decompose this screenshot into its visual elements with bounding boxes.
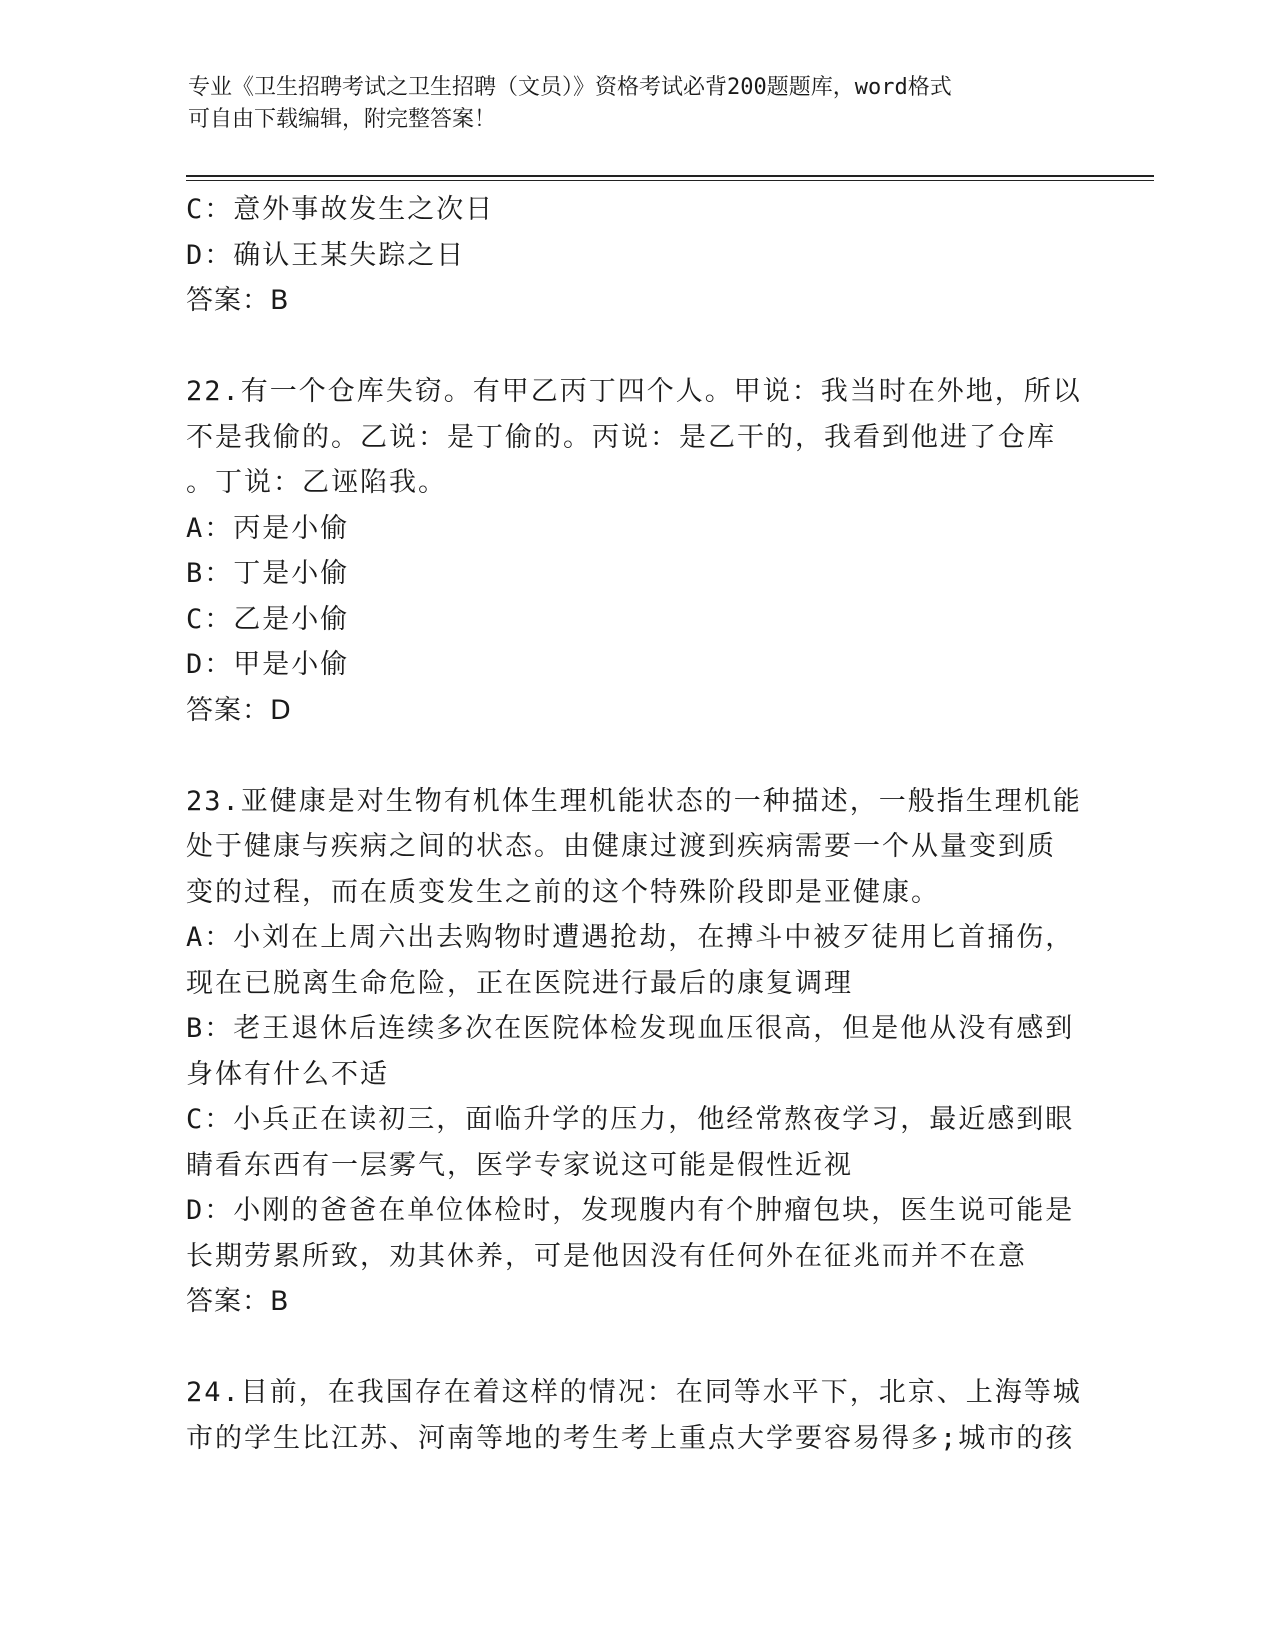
option-c: C：小兵正在读初三，面临升学的压力，他经常熬夜学习，最近感到眼 [186,1104,1075,1135]
option-d: D：小刚的爸爸在单位体检时，发现腹内有个肿瘤包块，医生说可能是 [186,1195,1075,1226]
answer-line: 答案：D [186,694,292,726]
question-stem-line: 市的学生比江苏、河南等地的考生考上重点大学要容易得多;城市的孩 [186,1422,1075,1454]
question-23 [186,779,1086,1325]
option-c: C：乙是小偷 [186,603,350,635]
question-stem-line: 22.有一个仓库失窃。有甲乙丙丁四个人。甲说：我当时在外地，所以 [186,376,1082,407]
question-stem-line: 。丁说：乙诬陷我。 [186,467,447,498]
question-stem-line: 不是我偷的。乙说：是丁偷的。丙说：是乙干的，我看到他进了仓库 [186,421,1056,453]
option-b: B：丁是小偷 [186,558,350,589]
question-body [186,187,1086,1461]
answer-line: 答案：B [186,285,290,316]
option-a-continued: 现在已脱离生命危险，正在医院进行最后的康复调理 [186,967,853,999]
header-title-line-2: 可自由下载编辑，附完整答案！ [188,107,497,132]
header-divider-thick [186,175,1154,177]
question-spacer [186,324,1086,370]
question-stem-line: 变的过程，而在质变发生之前的这个特殊阶段即是亚健康。 [186,876,940,908]
option-b: B：老王退休后连续多次在医院体检发现血压很高，但是他从没有感到 [186,1013,1075,1044]
header-title-line-1: 专业《卫生招聘考试之卫生招聘（文员）》资格考试必背200题题库，word格式 [188,75,952,100]
option-a: A：丙是小偷 [186,512,350,544]
option-d-continued: 长期劳累所致，劝其休养，可是他因没有任何外在征兆而并不在意 [186,1240,1027,1272]
option-d: D：甲是小偷 [186,649,350,680]
question-stem-line: 处于健康与疾病之间的状态。由健康过渡到疾病需要一个从量变到质 [186,831,1056,862]
question-spacer [186,1325,1086,1371]
option-c-continued: 睛看东西有一层雾气，医学专家说这可能是假性近视 [186,1149,853,1181]
question-spacer [186,733,1086,779]
answer-line: 答案：B [186,1286,290,1317]
header-divider-thin [186,180,1154,181]
option-a: A：小刘在上周六出去购物时遭遇抢劫，在搏斗中被歹徒用匕首捅伤， [186,922,1075,953]
question-24 [186,1370,1086,1461]
option-c: C：意外事故发生之次日 [186,194,495,225]
question-stem-line: 24.目前，在我国存在着这样的情况：在同等水平下，北京、上海等城 [186,1377,1082,1408]
option-d: D：确认王某失踪之日 [186,239,466,271]
question-22 [186,369,1086,733]
option-b-continued: 身体有什么不适 [186,1058,389,1090]
document-header [188,72,1068,136]
question-stem-line: 23.亚健康是对生物有机体生理机能状态的一种描述，一般指生理机能 [186,785,1082,817]
question-21 [186,187,1086,324]
